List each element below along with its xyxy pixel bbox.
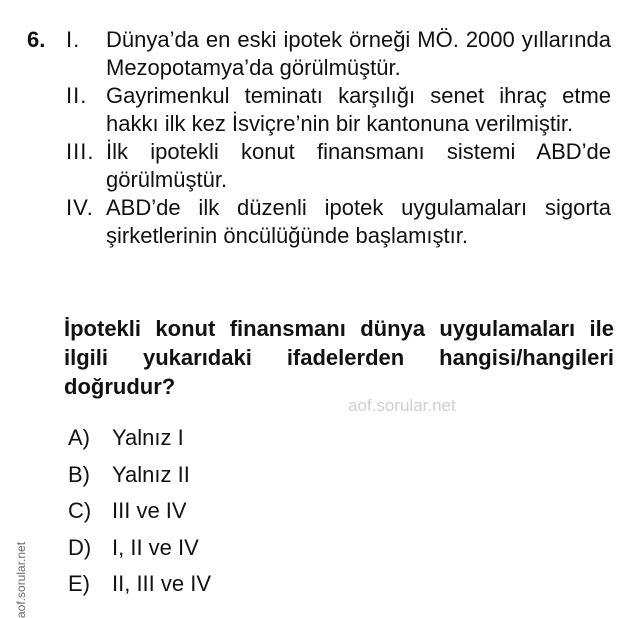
- statement-numeral: I.: [66, 27, 81, 52]
- statement-text: İlk ipotekli konut finansmanı sistemi ABD’de görülmüştür.: [106, 139, 611, 192]
- statement-numeral: III.: [66, 139, 95, 164]
- option-letter: B): [68, 461, 90, 487]
- option-letter: E): [68, 571, 90, 597]
- option-letter: A): [68, 425, 90, 451]
- option-text: III ve IV: [112, 498, 187, 524]
- statement-4: [66, 194, 611, 250]
- option-a[interactable]: [68, 420, 211, 457]
- option-e[interactable]: [68, 566, 211, 603]
- statement-text: Dünya’da en eski ipotek örneği MÖ. 2000 yıllarında Mezopotamya’da görülmüştür.: [106, 27, 611, 80]
- statement-3: [66, 138, 611, 194]
- statement-list: [66, 26, 611, 250]
- answer-options: [68, 420, 211, 603]
- statement-text: ABD’de ilk düzenli ipotek uygulamaları sigorta şirketlerinin öncülüğünde başlamıştır.: [106, 195, 611, 248]
- question-prompt: İpotekli konut finansmanı dünya uygulamaları ile ilgili yukarıdaki ifadelerden hangisi/hangileri doğrudur?: [64, 316, 614, 399]
- statement-numeral: IV.: [66, 195, 94, 220]
- option-b[interactable]: [68, 457, 211, 494]
- option-c[interactable]: [68, 493, 211, 530]
- statement-numeral: II.: [66, 83, 88, 108]
- option-text: I, II ve IV: [112, 534, 199, 560]
- statement-1: [66, 26, 611, 82]
- option-text: II, III ve IV: [112, 571, 212, 597]
- option-d[interactable]: [68, 530, 211, 567]
- watermark-side: aof.sorular.net: [14, 541, 28, 618]
- option-letter: C): [68, 498, 92, 524]
- question-number: 6.: [27, 27, 46, 52]
- statement-2: [66, 82, 611, 138]
- watermark-center: aof.sorular.net: [348, 396, 456, 415]
- option-letter: D): [68, 534, 92, 560]
- option-text: Yalnız II: [112, 461, 190, 487]
- option-text: Yalnız I: [112, 425, 184, 451]
- statement-text: Gayrimenkul teminatı karşılığı senet ihraç etme hakkı ilk kez İsviçre’nin bir kantonuna verilmiştir.: [106, 83, 611, 136]
